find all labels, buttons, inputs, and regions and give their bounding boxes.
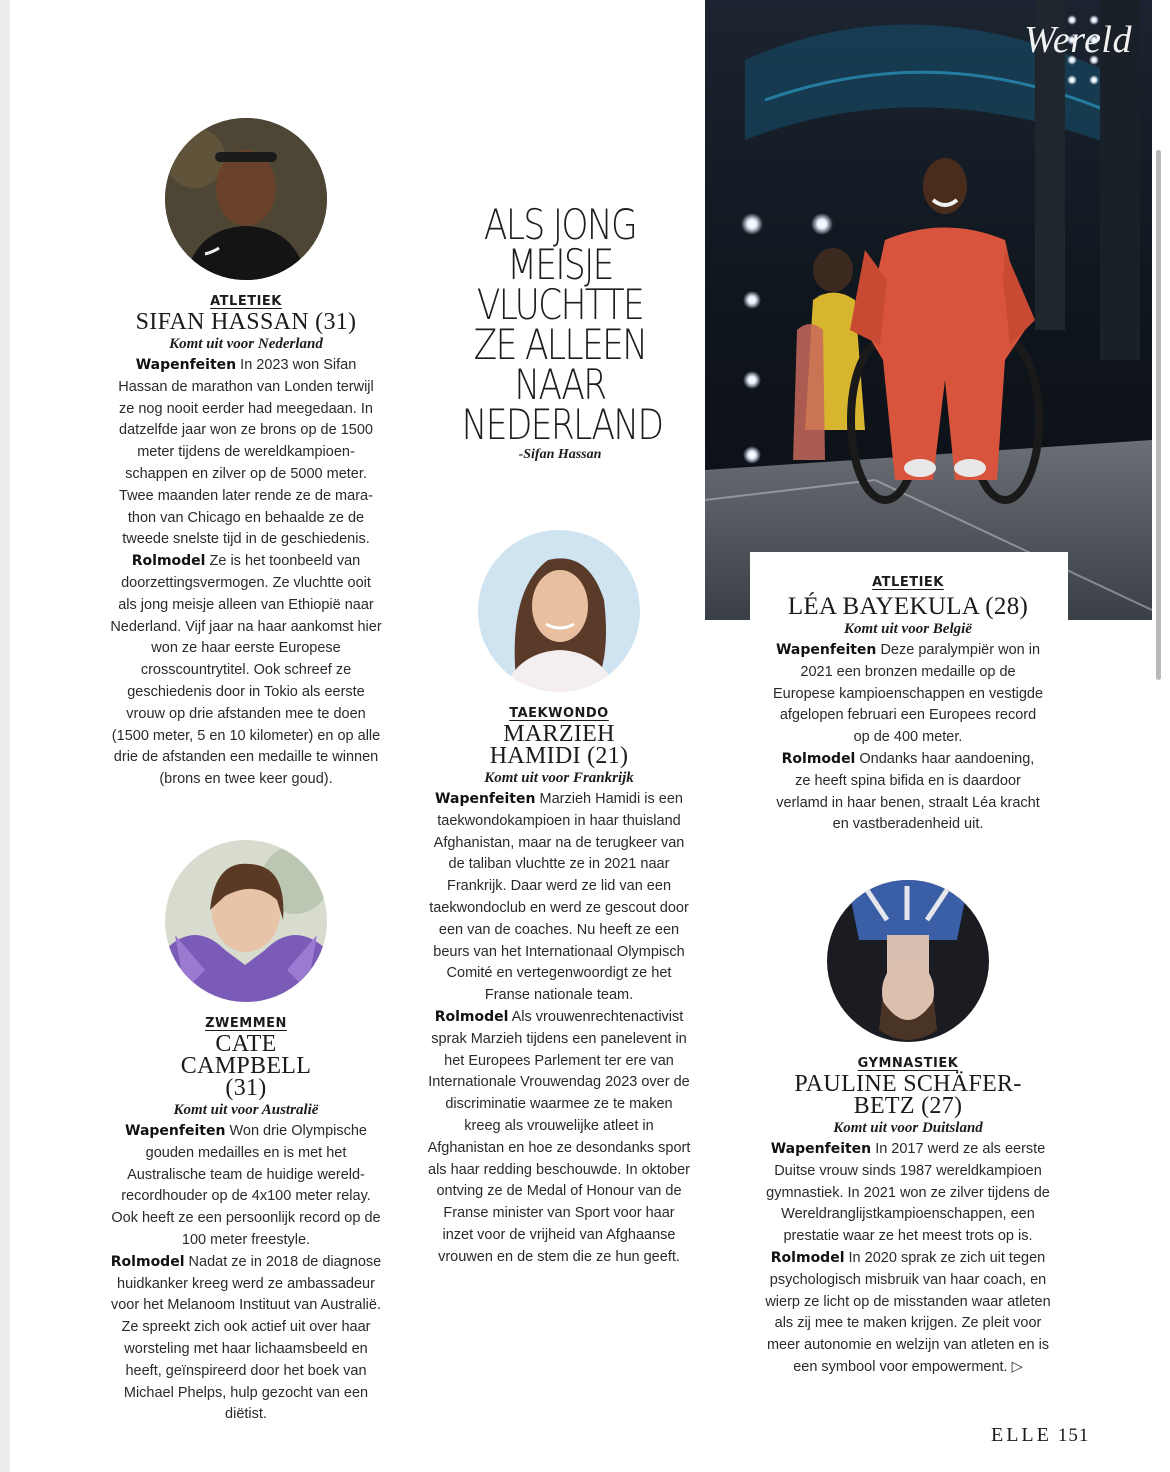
athlete-country: Komt uit voor Frankrijk [484, 770, 634, 786]
profile-sifan-hassan [110, 118, 382, 791]
role-model-text: In 2020 sprak ze zich uit tegen psychologisch misbruik van haar coach, en wierp ze licht op de misstanden waar atleten als zij mee te maken krijgen. Ze pleit voor meer autonomie en welzijn van atleten en is een symbool voor empowerment. [765, 1249, 1051, 1375]
athlete-name: CATE CAMPBELL (31) [180, 1031, 312, 1101]
section-title: Wereld [1024, 19, 1132, 61]
achievements-label: Wapenfeiten [125, 1123, 226, 1139]
portrait-marzieh-hamidi [478, 530, 640, 692]
sport-label: ATLETIEK [210, 294, 282, 309]
athlete-country: Komt uit voor Duitsland [833, 1120, 983, 1136]
athlete-name: SIFAN HASSAN (31) [135, 309, 357, 335]
quote-attribution: -Sifan Hassan [518, 447, 602, 462]
athlete-achievements [772, 640, 1044, 749]
quote-line: ZE ALLEEN [473, 320, 647, 369]
sport-label: ATLETIEK [872, 575, 944, 590]
portrait-sifan-hassan [165, 118, 327, 280]
sport-label: ZWEMMEN [205, 1016, 287, 1031]
profile-cate-campbell [110, 840, 382, 1426]
role-model-text: Als vrouwenrechtenactivist sprak Marzieh tijdens een panelevent in het Europees Parlement ter ere van Internationale Vrouwendag 2023 over de discriminatie waarmee ze te maken kreeg als vrouwelijke atleet in Afghanistan en hoe ze desondanks sport als haar redding beschouwde. In oktober ontving ze de Medal of Honour van de Franse minister van Sport voor haar inzet voor de vrijheid van Afghaanse vrouwen en de stem die ze hun geeft. [427, 1008, 691, 1265]
sport-label: TAEKWONDO [509, 706, 609, 721]
athlete-name: PAULINE SCHÄFER-BETZ (27) [794, 1071, 1022, 1119]
achievements-text: Marzieh Hamidi is een taekwondokampioen in haar thuisland Afghanistan, maar na de terugkeer van de taliban vluchtte ze in 2021 naar Frankrijk. Daar werd ze lid van een taekwondoclub en werd ze gescout door een van de coaches. Nu heeft ze een beurs van het Internationaal Olympisch Comité en vertegenwoordigt ze het Franse nationale team. [429, 791, 689, 1004]
end-mark-icon: ▷ [1011, 1358, 1023, 1375]
role-model-text: Nadat ze in 2018 de diagnose huidkanker kreeg werd ze ambassadeur voor het Melanoom Instituut van Australië. Ze spreekt zich ook actief uit over haar worsteling met haar lichaamsbeeld en heeft, geïnspireerd door het boek van Michael Phelps, hulp gezocht van een diëtist. [110, 1253, 382, 1423]
page-edge [0, 0, 10, 1472]
athlete-role-model [764, 1248, 1052, 1379]
athlete-role-model [110, 551, 382, 791]
athlete-name: LÉA BAYEKULA (28) [787, 593, 1029, 620]
achievements-label: Wapenfeiten [435, 791, 536, 807]
achievements-text: In 2017 werd ze als eerste Duitse vrouw sinds 1987 wereldkampioen gymnastiek. In 2021 won ze zilver tijdens de Wereldranglijstkampioenschappen, een prestatie waar ze het meest trots op is. [766, 1141, 1050, 1245]
quote-line: VLUCHTTE [476, 280, 644, 329]
athlete-role-model [427, 1007, 691, 1269]
sport-label: GYMNASTIEK [857, 1056, 959, 1071]
page-number: 151 [1057, 1425, 1090, 1446]
achievements-label: Wapenfeiten [770, 1141, 872, 1157]
achievements-text: In 2023 won Sifan Hassan de marathon van Londen terwijl ze nog nooit eerder had meegedaan. In datzelfde jaar won ze brons op de 1500 meter tijdens de wereldkampioenschappen en zilver op de 5000 meter. Twee maanden later rende ze de marathon van Chicago en behaalde ze de tweede snelste tijd in de geschiedenis. [118, 357, 374, 548]
achievements-label: Wapenfeiten [775, 642, 877, 658]
achievements-text: Deze paralympiër won in 2021 een bronzen medaille op de Europese kampioenschappen en vestigde afgelopen februari een Europees record op de 400 meter. [772, 642, 1044, 746]
role-model-text: Ondanks haar aandoening, ze heeft spina bifida en is daardoor verlamd in haar benen, straalt Léa kracht en vastberadenheid uit. [776, 750, 1040, 833]
athlete-country: Komt uit voor Australië [173, 1102, 319, 1118]
portrait-cate-campbell [165, 840, 327, 1002]
athlete-role-model [110, 1252, 382, 1426]
pull-quote [440, 200, 680, 463]
athlete-achievements [427, 789, 691, 1007]
profile-lea-bayekula [772, 575, 1044, 836]
role-model-label: Rolmodel [434, 1008, 509, 1025]
magazine-brand: ELLE [991, 1424, 1052, 1446]
role-model-label: Rolmodel [781, 750, 856, 767]
pull-quote-text [461, 200, 663, 449]
athlete-country: Komt uit voor België [844, 621, 972, 637]
profile-marzieh-hamidi [427, 530, 691, 1269]
quote-line: MEISJE [507, 240, 613, 289]
profile-pauline-schafer-betz [764, 880, 1052, 1379]
athlete-achievements [764, 1139, 1052, 1248]
scrollbar[interactable] [1156, 150, 1161, 680]
role-model-label: Rolmodel [770, 1249, 845, 1266]
role-model-label: Rolmodel [110, 1253, 185, 1270]
runway-illustration [705, 0, 1152, 620]
page-footer [991, 1424, 1089, 1447]
athlete-achievements [110, 1121, 382, 1252]
portrait-pauline-schafer-betz [827, 880, 989, 1042]
role-model-label: Rolmodel [131, 553, 206, 570]
runway-photo [705, 0, 1152, 620]
athlete-role-model [772, 749, 1044, 836]
quote-line: ALS JONG [483, 200, 637, 249]
athlete-country: Komt uit voor Nederland [169, 336, 323, 352]
achievements-label: Wapenfeiten [135, 357, 237, 373]
achievements-text: Won drie Olympische gouden medailles en is met het Australische team de huidige wereldrecordhouder op de 4x100 meter relay. Ook heeft ze een persoonlijk record op de 100 meter freestyle. [111, 1123, 381, 1248]
quote-line: NAAR [514, 360, 606, 409]
role-model-text: Ze is het toonbeeld van doorzettingsvermogen. Ze vluchtte ooit als jong meisje alleen van Ethiopië naar Nederland. Vijf jaar na haar aankomst hier won ze haar eerste Europese crosscountrytitel. Ook schreef ze geschiedenis door in Tokio als eerste vrouw op drie afstanden mee te doen (1500 meter, 5 en 10 kilometer) en op alle drie de afstanden een medaille te winnen (brons en twee keer goud). [110, 553, 382, 788]
athlete-name: MARZIEH HAMIDI (21) [489, 721, 629, 769]
quote-line: NEDERLAND [461, 400, 663, 449]
athlete-achievements [110, 355, 382, 551]
